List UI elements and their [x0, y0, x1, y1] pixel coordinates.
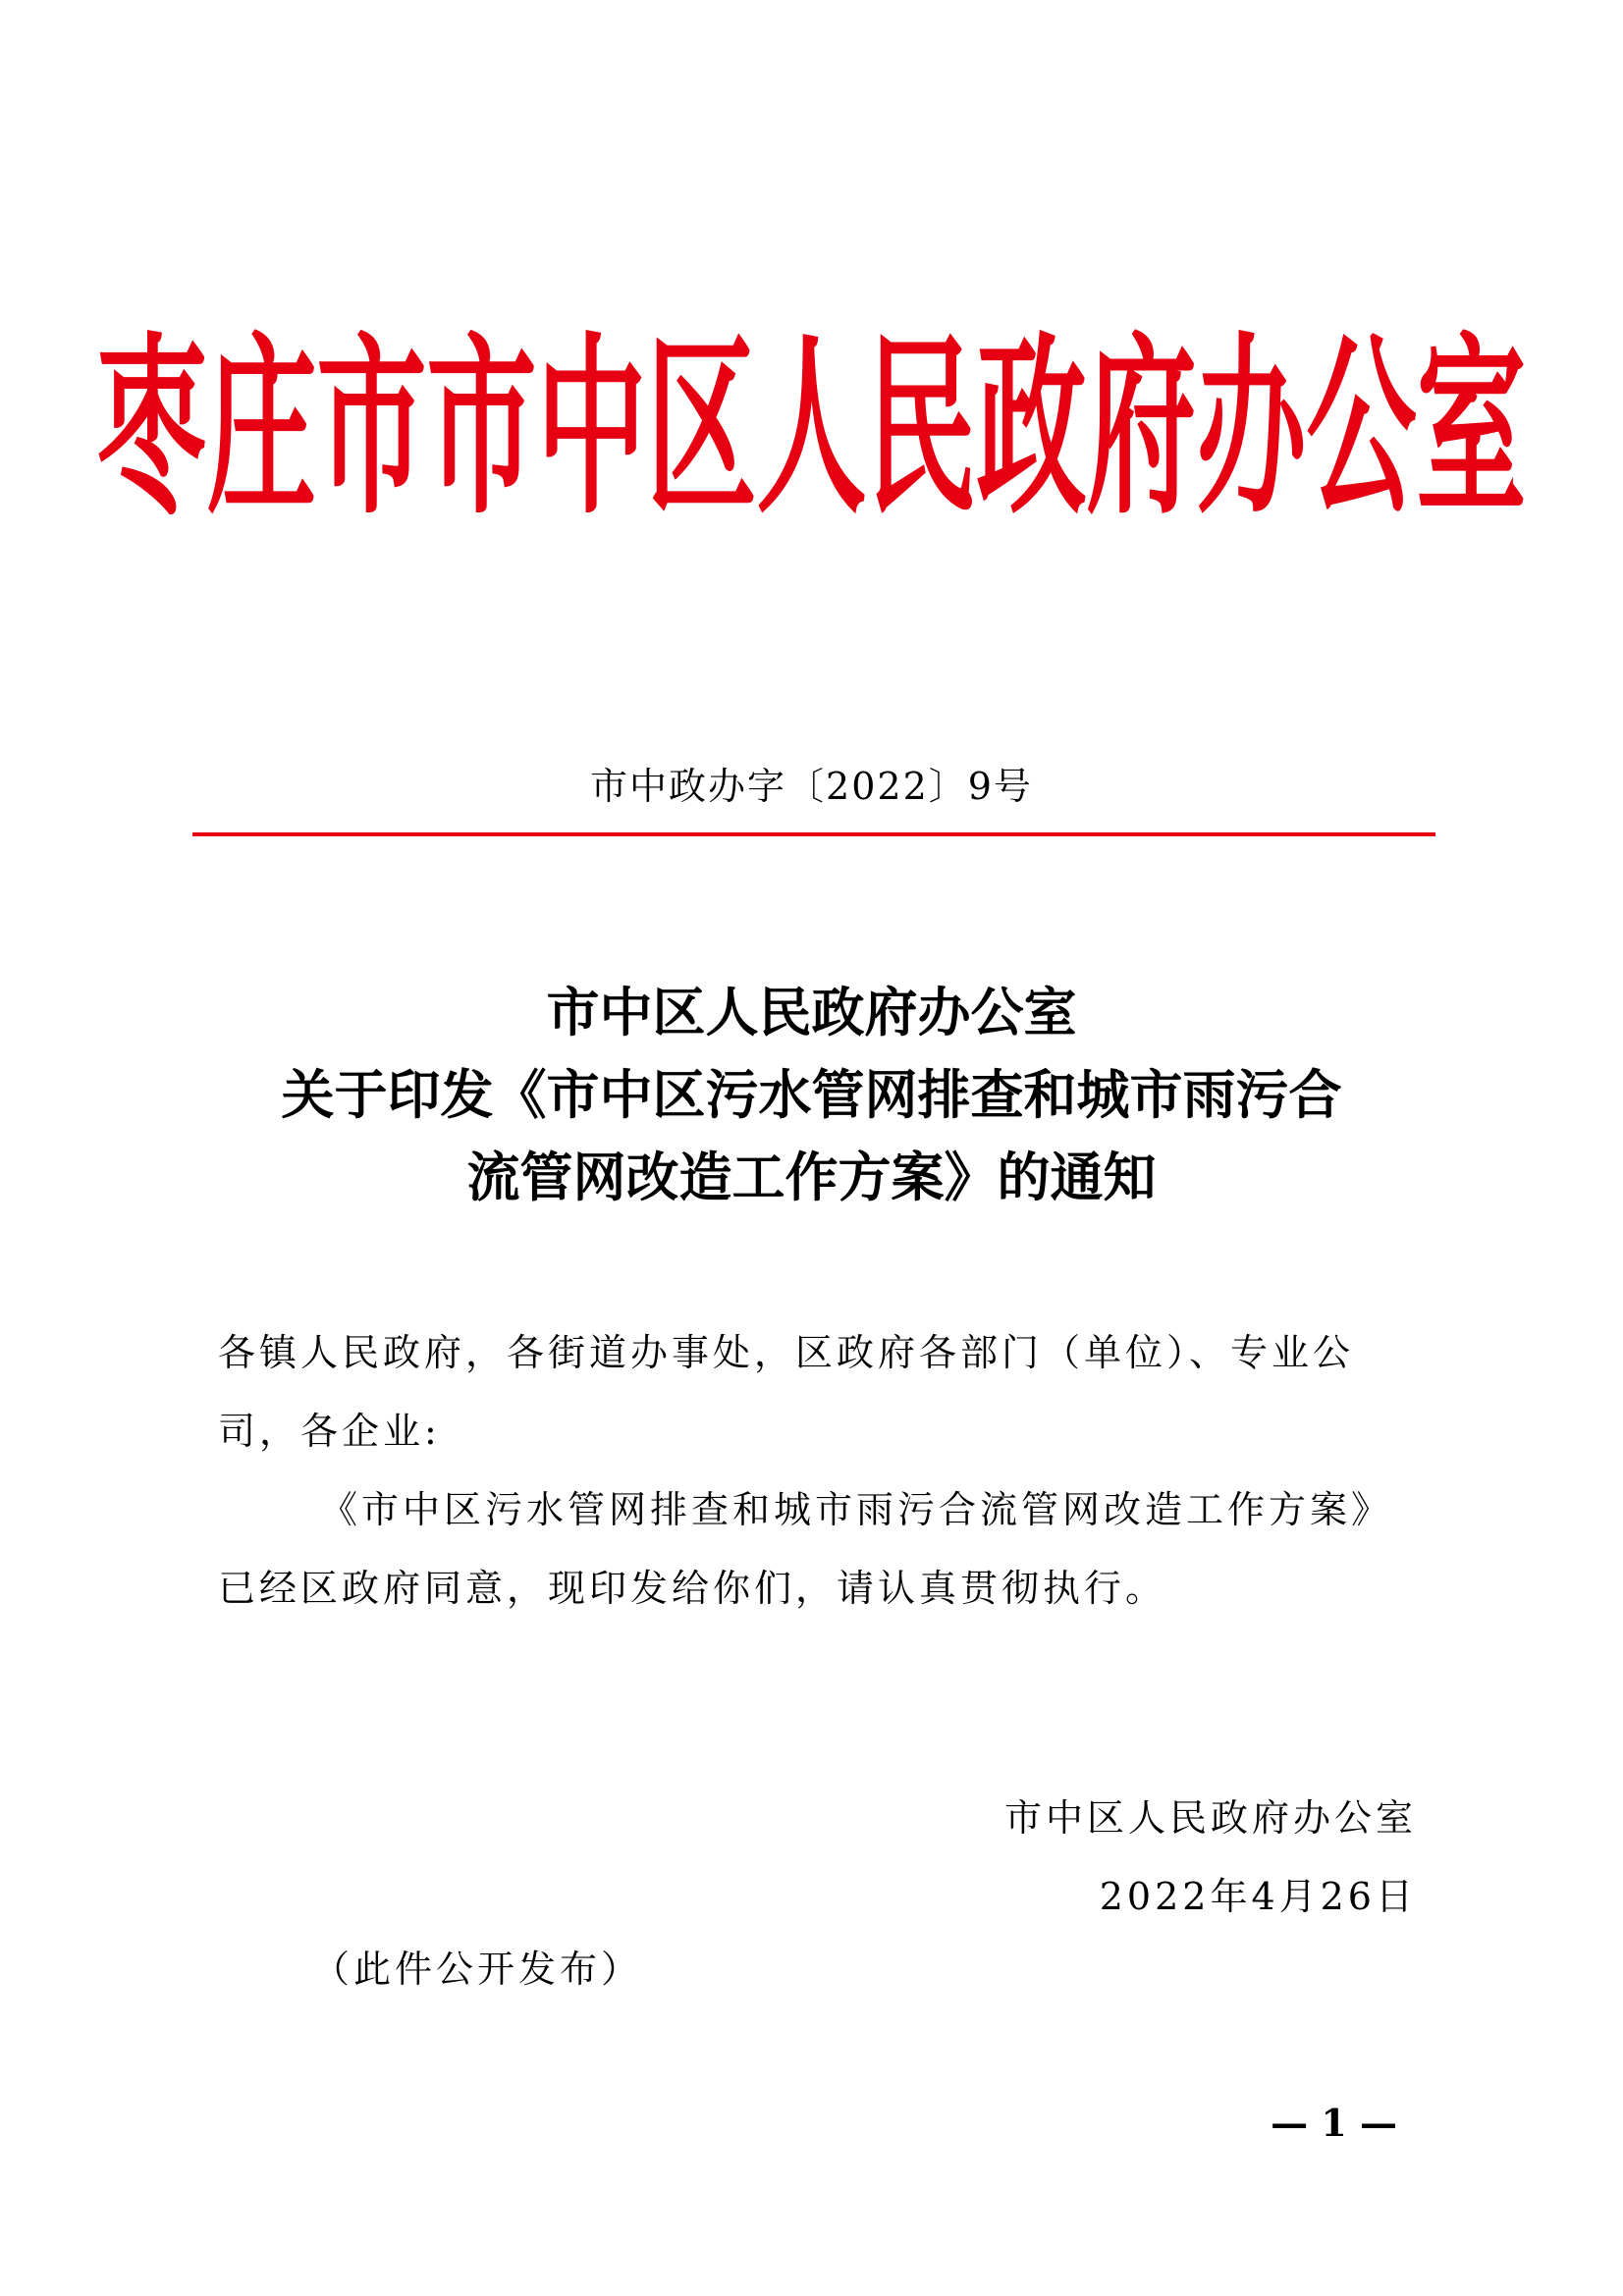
masthead-title: 枣庄市市中区人民政府办公室 — [96, 316, 1527, 540]
body-paragraph: 《市中区污水管网排查和城市雨污合流管网改造工作方案》已经区政府同意，现印发给你们，请认真贯彻执行。 — [218, 1488, 1393, 1610]
title-line-2: 关于印发《市中区污水管网排查和城市雨污合 — [281, 1064, 1342, 1126]
salutation: 各镇人民政府，各街道办事处，区政府各部门（单位）、专业公司，各企业: — [218, 1331, 1355, 1453]
issue-date: 2022年4月26日 — [1099, 1875, 1417, 1918]
masthead — [0, 285, 1623, 540]
title-line-1: 市中区人民政府办公室 — [546, 982, 1077, 1043]
document-title — [147, 972, 1476, 1219]
issuing-office: 市中区人民政府办公室 — [1003, 1796, 1417, 1840]
signature-block — [1004, 1779, 1417, 1936]
document-number: 市中政办字〔2022〕9号 — [590, 765, 1033, 808]
red-separator-line — [192, 832, 1435, 836]
title-line-3: 流管网改造工作方案》的通知 — [466, 1147, 1157, 1208]
publish-note: （此件公开发布） — [312, 1948, 643, 1991]
page-number: — 1 — — [1271, 2101, 1397, 2145]
